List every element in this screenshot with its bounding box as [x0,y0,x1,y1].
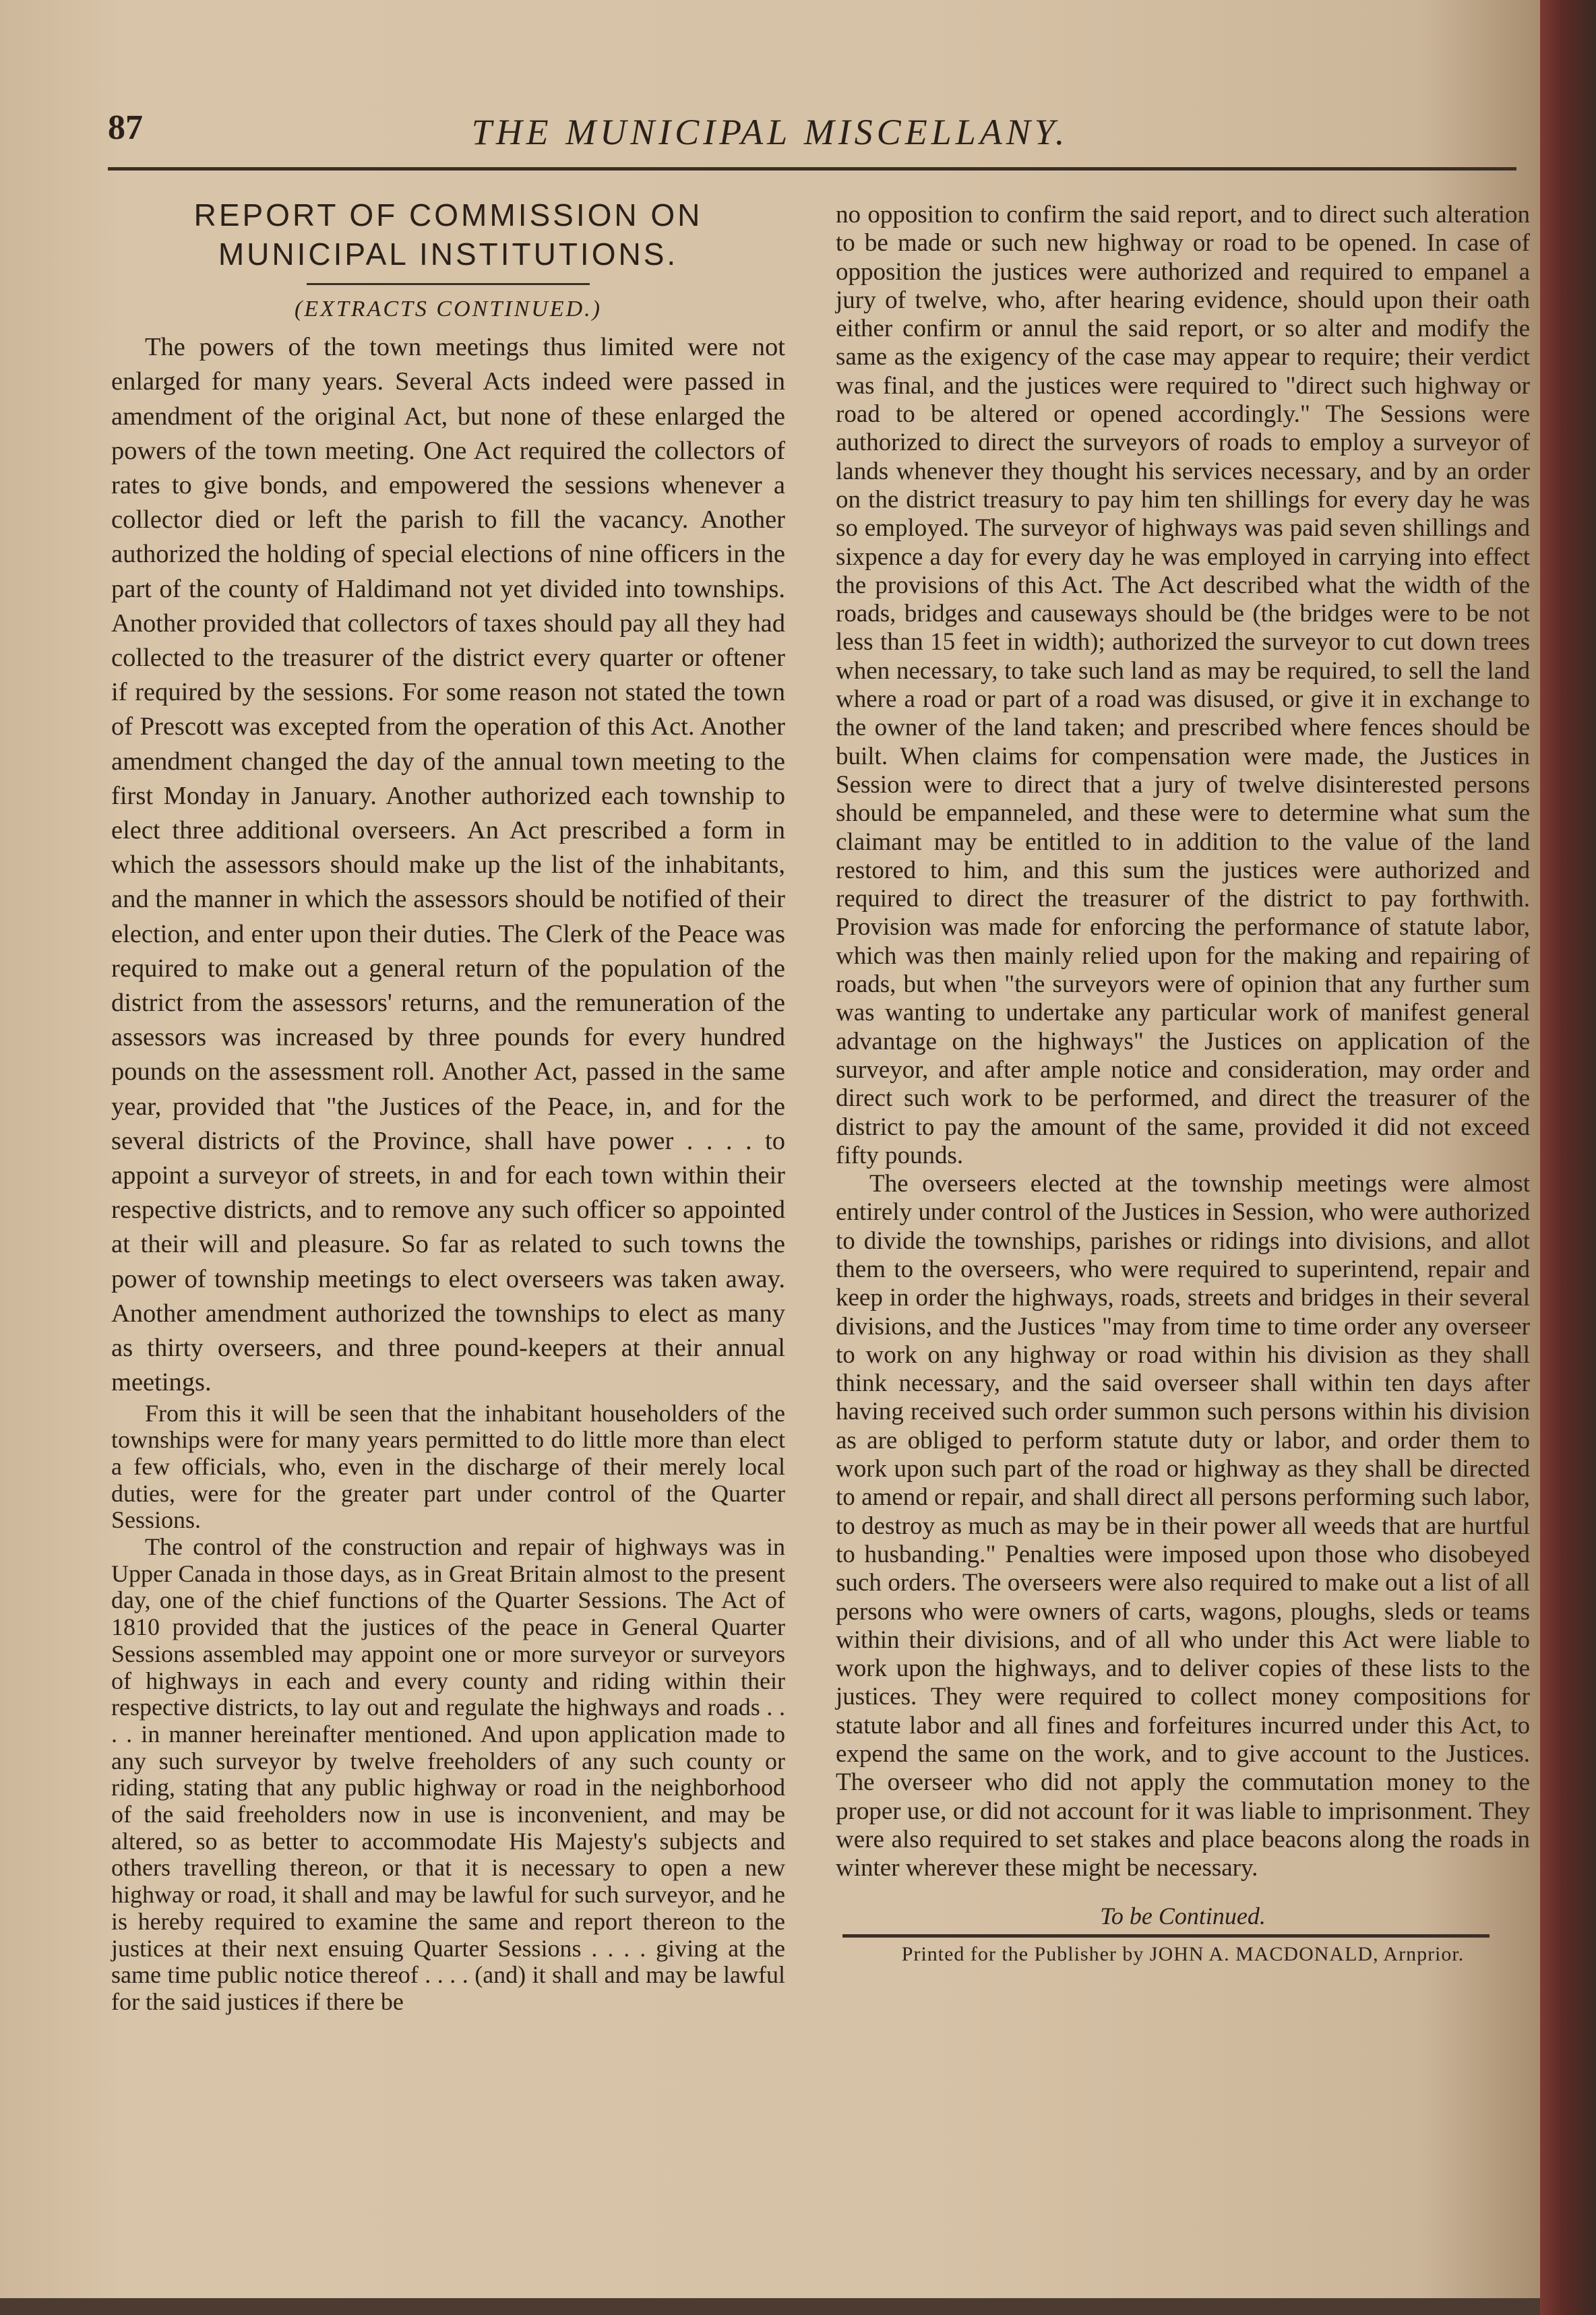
article-subhead: (EXTRACTS CONTINUED.) [295,297,602,321]
running-head-title: THE MUNICIPAL MISCELLANY. [471,112,1069,152]
paragraph: From this it will be seen that the inhabitant householders of the townships were for many years permitted to do little more than elect a few officials, who, even in the discharge of their merely local duties, were for the greater part under control of the Quarter Sessions. [111,1399,785,1534]
paragraph: The powers of the town meetings thus limited were not enlarged for many years. Several Acts indeed were passed in amendment of the original Act, but none of these enlarged the powers of the town meeting. One Act required the collectors of rates to give bonds, and empowered the sessions whenever a collector died or left the parish to fill the vacancy. Another authorized the holding of special elections of nine officers in the part of the county of Haldimand not yet divided into townships. Another provided that collectors of taxes should pay all they had collected to the treasurer of the district every quarter or oftener if required by the sessions. For some reason not stated the town of Prescott was excepted from the operation of this Act. Another amendment changed the day of the annual town meeting to the first Monday in January. Another authorized each township to elect three additional overseers. An Act prescribed a form in which the assessors should make up the list of the inhabitants, and the manner in which the assessors should be notified of their election, and enter upon their duties. The Clerk of the Peace was required to make out a general return of the population of the district from the assessors' returns, and the remuneration of the assessors was increased by three pounds for every hundred pounds on the assessment roll. Another Act, passed in the same year, provided that "the Justices of the Peace, in, and for the several districts of the Province, shall have power . . . . to appoint a surveyor of streets, in and for each town within their respective districts, and to remove any such officer so appointed at their will and pleasure. So far as related to such towns the power of township meetings to elect overseers was taken away. Another amendment authorized the townships to elect as many as thirty overseers, and three pound-keepers at their annual meetings. [111,333,785,1397]
right-column [836,201,1530,1969]
paragraph: no opposition to confirm the said report, and to direct such alteration to be made or such new highway or road to be opened. In case of opposition the justices were authorized and required to empanel a jury of twelve, who, after hearing evidence, should upon their oath either confirm or annul the said report, or so alter and modify the same as the exigency of the case may appear to require; their verdict was final, and the justices were required to "direct such highway or road to be altered or opened accordingly." The Sessions were authorized to direct the surveyors of roads to employ a surveyor of lands whenever they thought his services necessary, and by an order on the district treasury to pay him ten shillings for every day he was so employed. The surveyor of highways was paid seven shillings and sixpence a day for every day he was employed in carrying into effect the provisions of this Act. The Act described what the width of the roads, bridges and causeways should be (the bridges were to be not less than 15 feet in width); authorized the surveyor to cut down trees when necessary, to take such land as may be required, to sell the land where a road or part of a road was disused, or give it in exchange to the owner of the land taken; and prescribed where fences should be built. When claims for compensation were made, the Justices in Session were to direct that a jury of twelve disinterested persons should be empanneled, and these were to determine what sum the claimant may be entitled to in addition to the value of the land restored to him, and this sum the justices were authorized and required to direct the treasurer of the district to pay forthwith. Provision was made for enforcing the performance of statute labor, which was then mainly relied upon for the making and repairing of roads, but when "the surveyors were of opinion that any further sum was wanting to undertake any particular work of manifest general advantage on the highways" the Justices on application of the surveyor, and after ample notice and consideration, may order and direct such work to be performed, and direct the treasurer of the district to pay the amount of the same, provided it did not exceed fifty pounds. [836,201,1530,1169]
printer-imprint: Printed for the Publisher by JOHN A. MACDONALD, Arnprior. [901,1942,1465,1965]
book-spine [1540,0,1596,2315]
paragraph: The overseers elected at the township meetings were almost entirely under control of the Justices in Session, who were authorized to divide the townships, parishes or ridings into divisions, and allot them to the overseers, who were required to superintend, repair and keep in order the highways, roads, streets and bridges in their several divisions, and the Justices "may from time to time order any overseer to work on any highway or road within his division as they shall think necessary, and the said overseer shall within ten days after having received such order summon such persons within his division as are obliged to perform statute duty or labor, and order them to work upon such part of the road or highway as they shall be directed to amend or repair, and shall direct all persons performing such labor, to destroy as much as may be in their power all weeds that are hurtful to husbanding." Penalties were imposed upon those who disobeyed such orders. The overseers were also required to make out a list of all persons who were owners of carts, wagons, ploughs, sleds or teams within their divisions, and of all who under this Act were liable to work upon the highways, and to deliver copies of these lists to the justices. They were required to collect money compositions for statute labor and all fines and forfeitures incurred under this Act, to expend the same on the work, and to give account to the Justices. The overseer who did not apply the commutation money to the proper use, or did not account for it was liable to imprisonment. They were also required to set stakes and place beacons along the roads in winter wherever these might be necessary. [836,1170,1530,1882]
article-title: REPORT OF COMMISSION ON MUNICIPAL INSTITUTIONS. [193,197,703,272]
left-column [111,195,785,2016]
page-number: 87 [108,109,143,147]
header-rule [108,167,1516,171]
title-rule [307,283,590,285]
to-be-continued: To be Continued. [1100,1902,1266,1930]
paragraph: The control of the construction and repair of highways was in Upper Canada in those days, as in Great Britain almost to the present day, one of the chief functions of the Quarter Sessions. The Act of 1810 provided that the justices of the peace in General Quarter Sessions assembled may appoint one or more surveyor or surveyors of highways in each and every county and riding within their respective districts, to lay out and regulate the highways and roads . . . . in manner hereinafter mentioned. And upon application made to any such surveyor by twelve freeholders of any such county or riding, stating that any public highway or road in the neighborhood of the said freeholders now in use is inconvenient, and may be altered, so as better to accommodate His Majesty's subjects and others travelling thereon, or that it is necessary to open a new highway or road, it shall and may be lawful for such surveyor, and he is hereby required to examine the same and report thereon to the justices at their next ensuing Quarter Sessions . . . . giving at the same time public notice thereof . . . . (and) it shall and may be lawful for the said justices if there be [111,1533,785,2015]
footer-rule [842,1934,1490,1938]
page-bottom-edge [0,2298,1540,2315]
